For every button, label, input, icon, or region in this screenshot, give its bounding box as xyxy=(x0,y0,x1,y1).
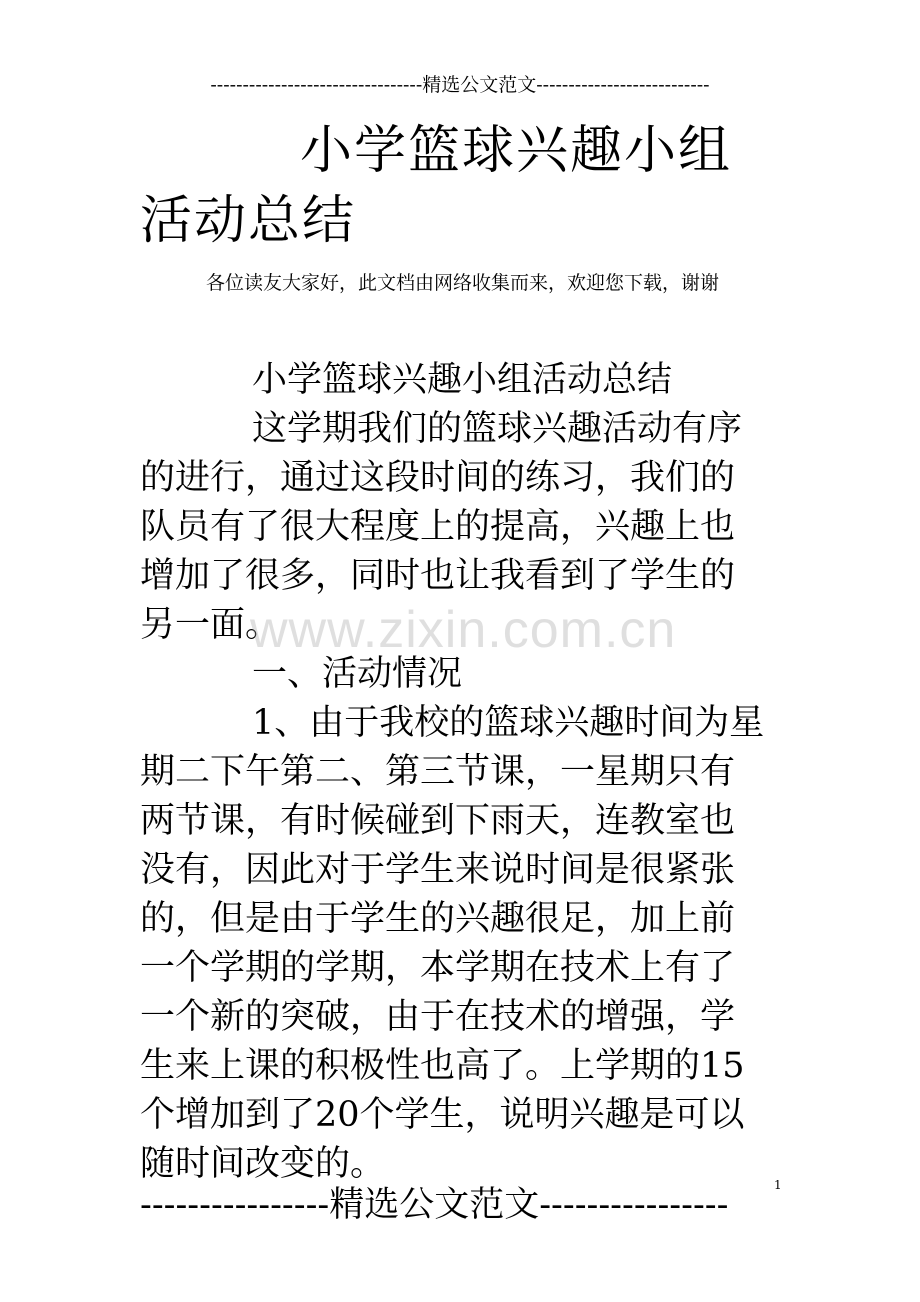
download-notice: 各位读友大家好，此文档由网络收集而来，欢迎您下载，谢谢 xyxy=(206,272,720,294)
document-title-line-1: 小学篮球兴趣小组 xyxy=(300,121,733,181)
body-line: 生来上课的积极性也高了。上学期的15 xyxy=(140,1046,745,1086)
page-footer: ----------------精选公文范文---------------- xyxy=(140,1185,729,1225)
body-line: 这学期我们的篮球兴趣活动有序 xyxy=(252,409,743,449)
body-line: 没有，因此对于学生来说时间是很紧张 xyxy=(140,850,736,890)
body-line: 个增加到了20个学生，说明兴趣是可以 xyxy=(140,1095,745,1135)
body-line: 两节课，有时候碰到下雨天，连教室也 xyxy=(140,801,736,841)
section-heading: 一、活动情况 xyxy=(252,654,463,694)
document-title-line-2: 活动总结 xyxy=(140,191,357,251)
body-line: 一个新的突破，由于在技术的增强，学 xyxy=(140,997,736,1037)
body-line: 的进行，通过这段时间的练习，我们的 xyxy=(140,458,736,498)
page-header: ---------------------------------精选公文范文--------------------------- xyxy=(210,74,710,96)
body-line: 队员有了很大程度上的提高，兴趣上也 xyxy=(140,507,736,547)
body-line: 一个学期的学期，本学期在技术上有了 xyxy=(140,948,736,988)
body-subtitle: 小学篮球兴趣小组活动总结 xyxy=(252,360,673,400)
body-line: 1、由于我校的篮球兴趣时间为星 xyxy=(252,703,765,743)
body-line: 增加了很多，同时也让我看到了学生的 xyxy=(140,556,736,596)
body-line: 另一面。 xyxy=(140,605,281,645)
watermark: www.zixin.com.cn xyxy=(250,601,677,659)
body-line: 的，但是由于学生的兴趣很足，加上前 xyxy=(140,899,736,939)
page-number: 1 xyxy=(774,1178,782,1192)
body-line: 期二下午第二、第三节课，一星期只有 xyxy=(140,752,736,792)
body-line: 随时间改变的。 xyxy=(140,1144,386,1184)
